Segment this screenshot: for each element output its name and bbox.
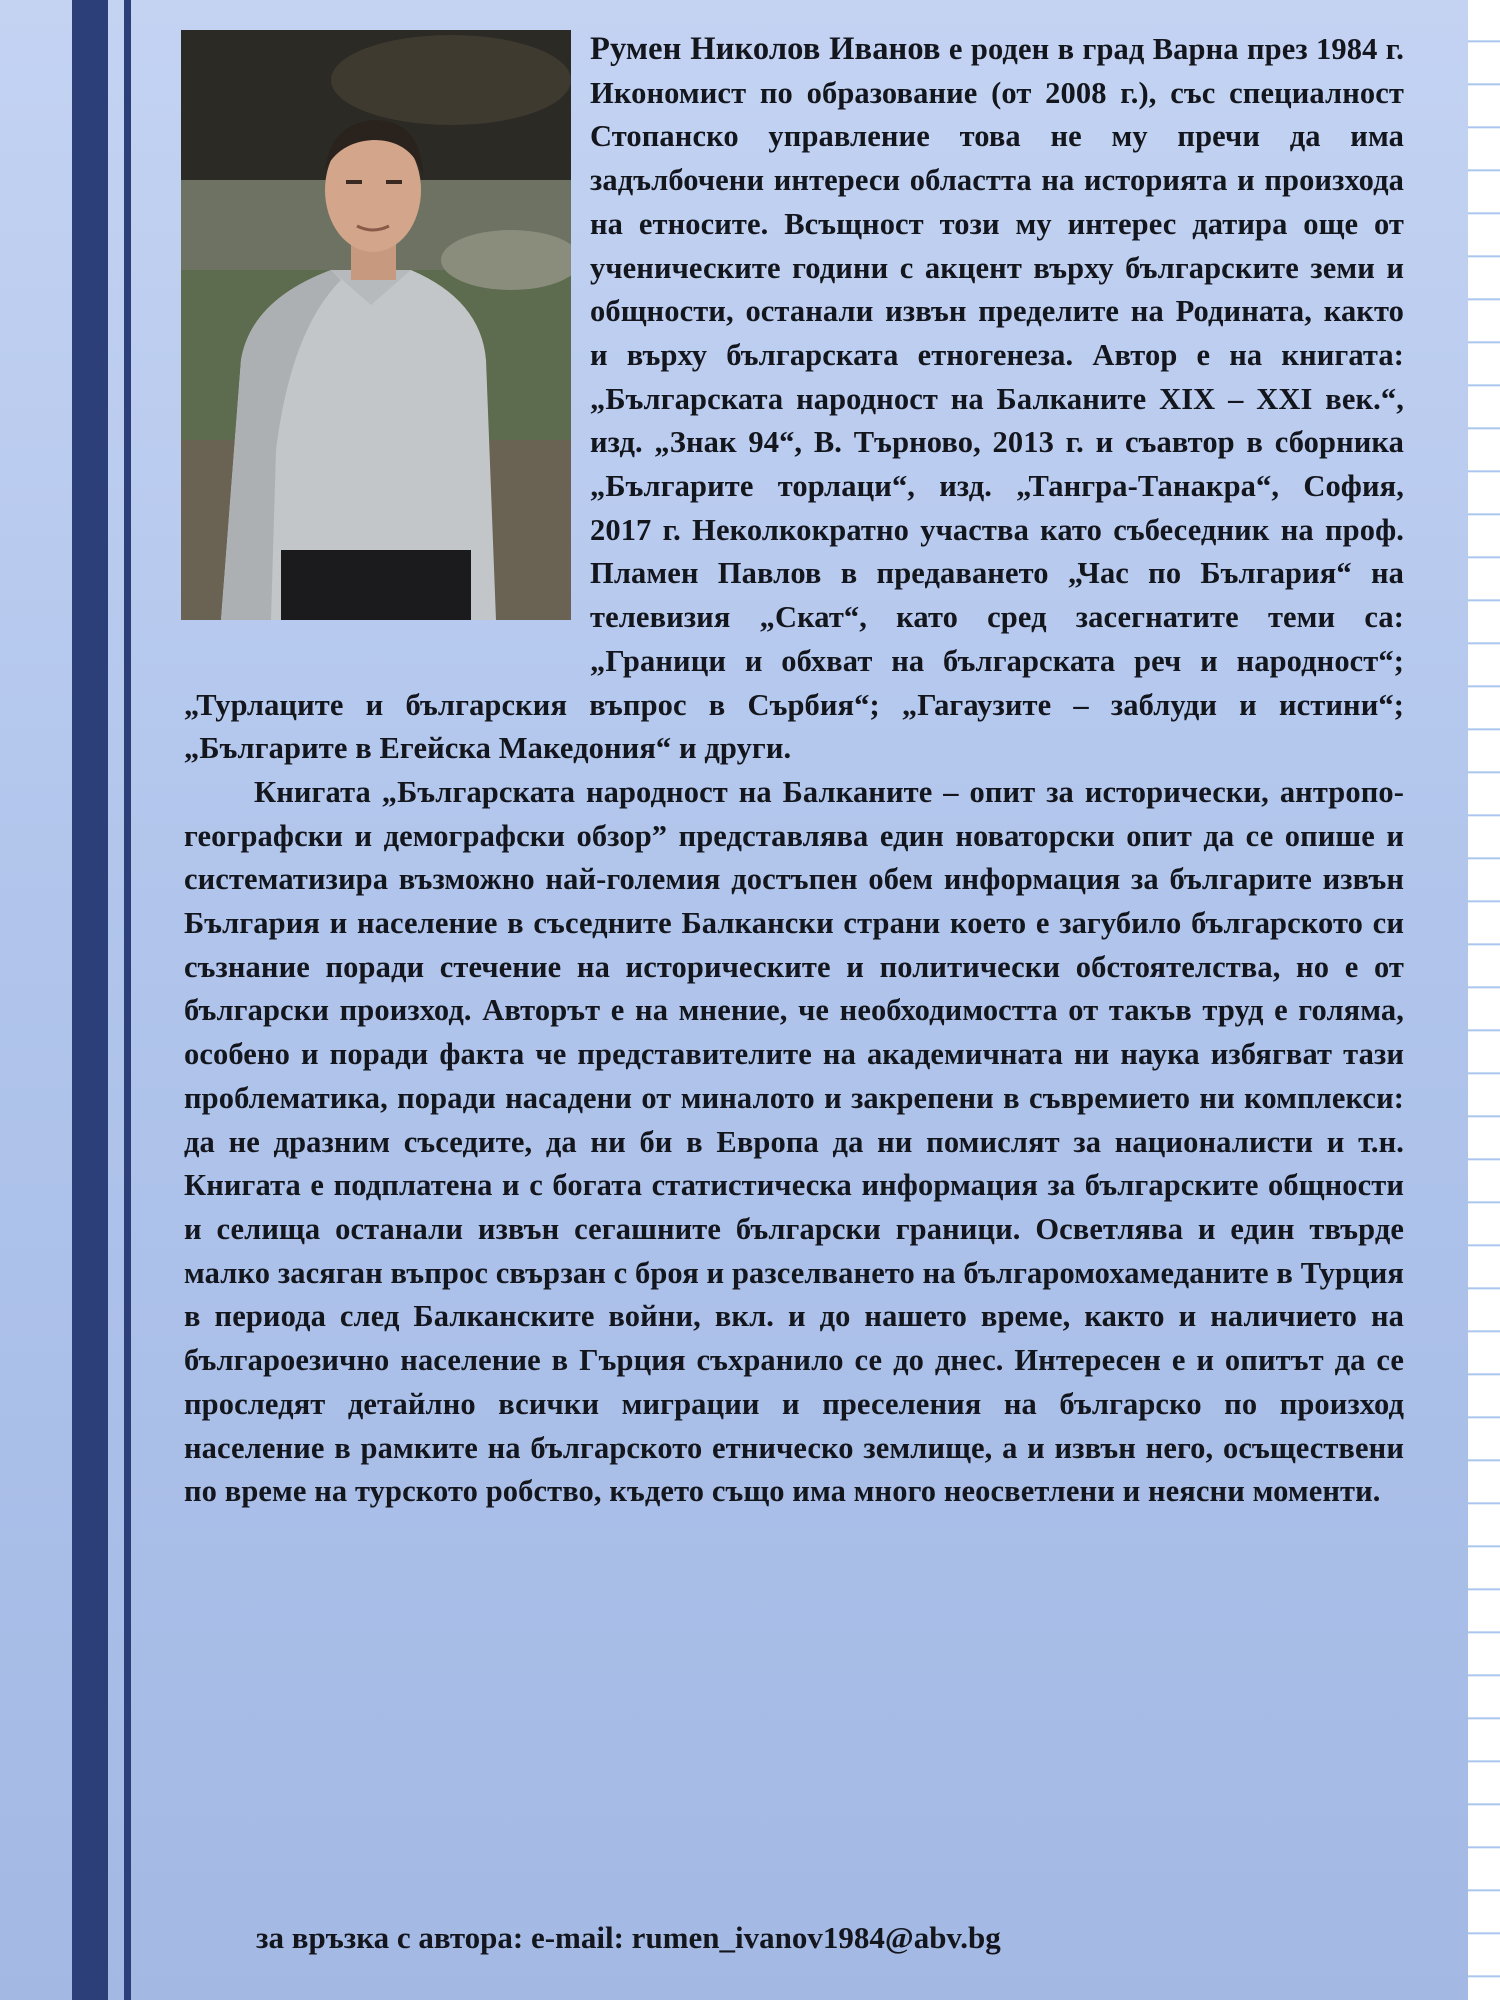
bio-paragraph-2: Книгата „Българската народност на Балканите – опит за исторически, антропо-географски и демографски обзор” представлява един новаторски опит да се опише и систематизира възможно най-големия достъпен обем информация за българите извън България и население в съседните Балкански страни което е загубило българското си съзнание поради стечение на историческите и политически обстоятелства, но е от български произход. Авторът е на мнение, че необходимостта от такъв труд е голяма, особено и поради факта че представителите на академичната ни наука избягват тази проблематика, поради насадени от миналото и закрепени в съвремието ни комплекси: да не дразним съседите, да ни би в Европа да ни помислят за националисти и т.н. Книгата е подплатена и с богата статистическа информация за българските общности и селища останали извън сегашните български граници. Осветлява и един твърде малко засяган въпрос свързан с броя и разселването на българомохамеданите в Турция в периода след Балканските войни, вкл. и до нашето време, както и наличието на българоезично население в Гърция съхранило се до днес. Интересен е и опитът да се проследят детайлно всички миграции и преселения на българско по произход население в рамките на българското етническо землище, а и извън него, осъществени по време на турското робство, където също има много неосветлени и неясни моменти. <box>184 774 1404 1509</box>
cover-stripe-wide <box>72 0 108 2000</box>
photo-spacer <box>184 28 590 683</box>
author-bio-text <box>184 28 1404 1514</box>
author-name: Румен Николов Иванов <box>590 31 941 67</box>
author-contact: за връзка с автора: e-mail: rumen_ivanov1984@abv.bg <box>256 1920 1001 1955</box>
bio-paragraph-1-text: е роден в град Варна през 1984 г. Икономист по образование (от 2008 г.), със специалност Стопанско управление това не му пречи да има задълбочени интереси областта на историята и произхода на етносите. Всъщност този му интерес датира още от ученическите години с акцент върху българските земи и общности, останали извън пределите на Родината, както и върху българската етногенеза. Автор е на книгата: „Българската народност на Балканите XIX – XXI век.“, изд. „Знак 94“, В. Търново, 2013 г. и съавтор в сборника „Българите торлаци“, изд. „Тангра-Танакра“, София, 2017 г. Неколкократно участва като събеседник на проф. Пламен Павлов в предаването „Час по България“ на телевизия „Скат“, като сред засегнатите теми са: „Граници и обхват на българската реч и народност“; „Турлаците и българския въпрос в Сърбия“; „Гагаузите – заблуди и истини“; „Българите в Егейска Македония“ и други. <box>184 32 1404 766</box>
notebook-paper-edge <box>1468 0 1500 2000</box>
cover-stripe-thin <box>124 0 131 2000</box>
